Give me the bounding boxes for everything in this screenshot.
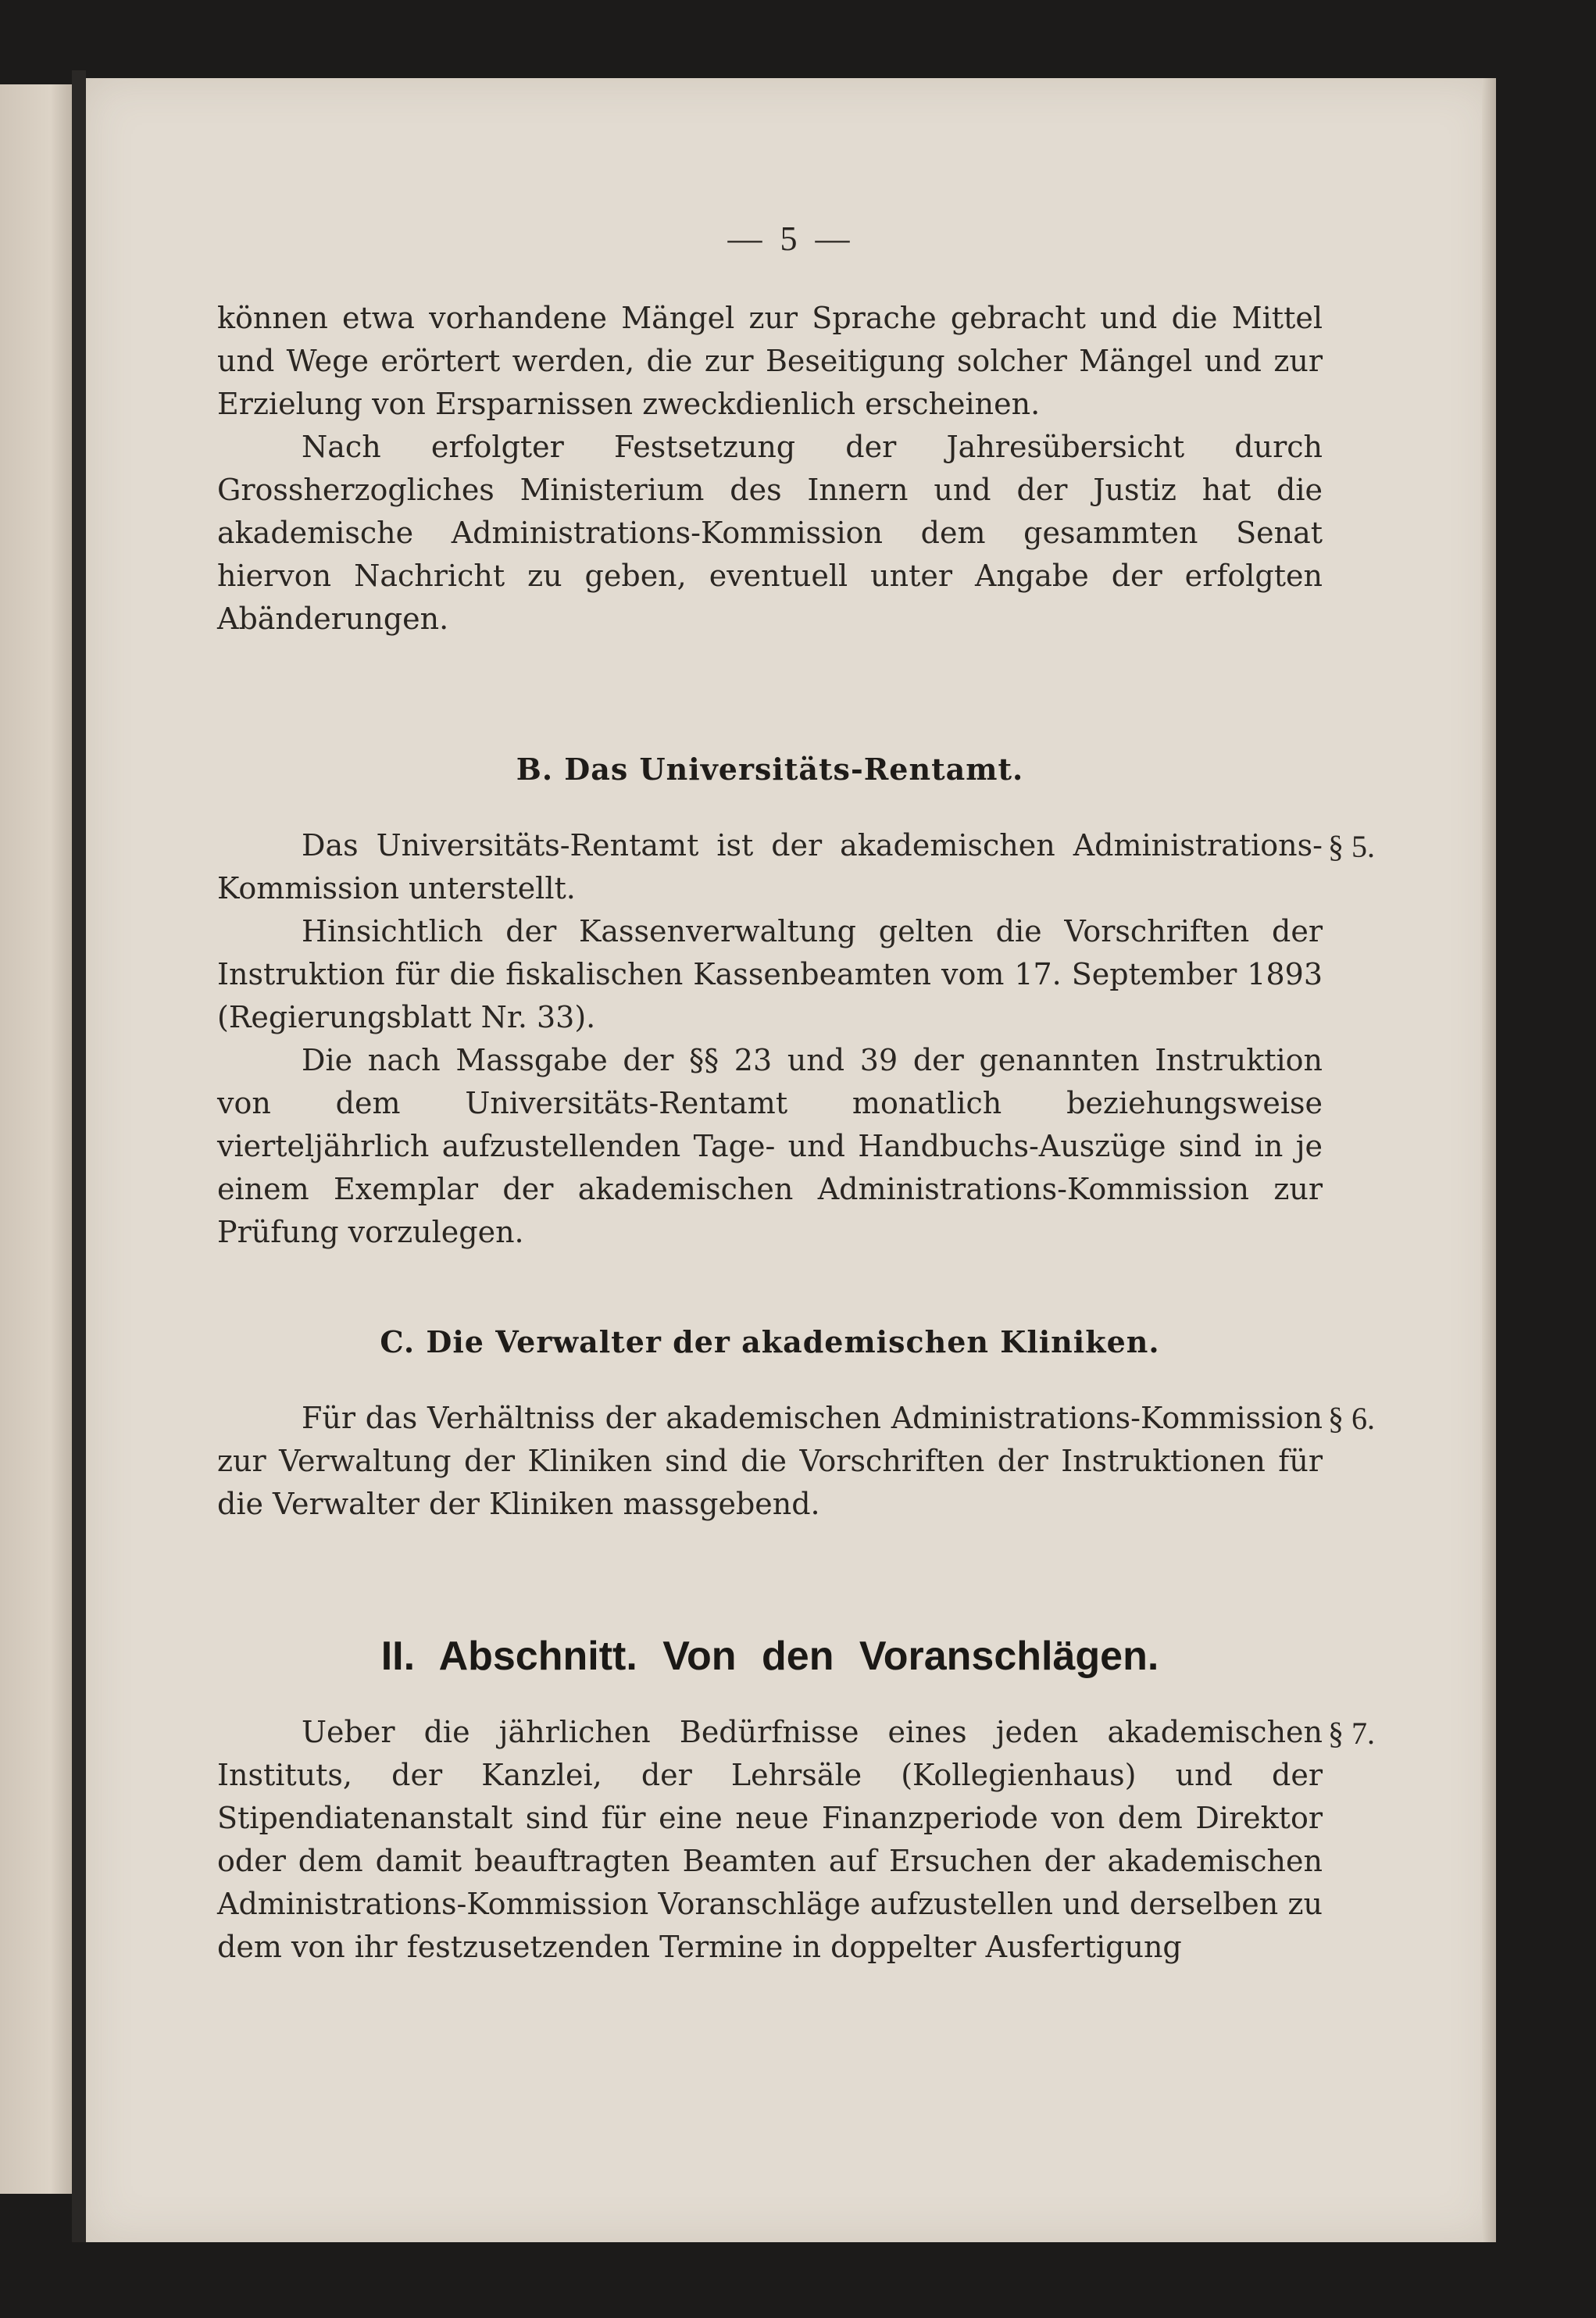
chapter-2-paragraph-note: § 7. <box>1328 1716 1375 1751</box>
section-b-paragraph-1: Das Universitäts-Rentamt ist der akademischen Administrations-Kommission unterstellt. <box>217 828 1323 905</box>
section-b-text <box>217 824 1323 1254</box>
intro-paragraph-1: können etwa vorhandene Mängel zur Sprache gebracht und die Mittel und Wege erörtert werden, die zur Beseitigung solcher Mängel und zur Erzielung von Ersparnissen zweckdienlich erscheinen. <box>217 301 1323 421</box>
section-c-text <box>217 1397 1323 1526</box>
chapter-2-paragraph-1: Ueber die jährlichen Bedürfnisse eines jeden akademischen Instituts, der Kanzlei, der Lehrsäle (Kollegienhaus) und der Stipendiatenanstalt sind für eine neue Finanzperiode von dem Direktor oder dem damit beauftragten Beamten auf Ersuchen der akademischen Administrations-Kommission Voranschläge aufzustellen und derselben zu dem von ihr festzusetzenden Termine in doppelter Ausfertigung <box>217 1715 1323 1964</box>
section-b-paragraph-note: § 5. <box>1328 829 1375 864</box>
chapter-2-heading: II. Abschnitt. Von den Voranschlägen. <box>380 1634 1159 1679</box>
section-b-heading: B. Das Universitäts-Rentamt. <box>516 752 1024 787</box>
chapter-2-text <box>217 1711 1323 1969</box>
section-b-paragraph-3: Die nach Massgabe der §§ 23 und 39 der genannten Instruktion von dem Universitäts-Rentamt monatlich beziehungsweise vierteljährlich aufzustellenden Tage- und Handbuchs-Auszüge sind in je einem Exemplar der akademischen Administrations-Kommission zur Prüfung vorzulegen. <box>217 1043 1323 1249</box>
section-c-paragraph-1: Für das Verhältniss der akademischen Administrations-Kommission zur Verwaltung der Kliniken sind die Vorschriften der Instruktionen für die Verwalter der Kliniken massgebend. <box>217 1401 1323 1521</box>
document-page <box>86 78 1496 2242</box>
book-gutter <box>72 70 86 2242</box>
section-c-heading: C. Die Verwalter der akademischen Kliniken. <box>380 1324 1160 1359</box>
section-c-paragraph-note: § 6. <box>1328 1401 1375 1436</box>
intro-text <box>217 297 1323 641</box>
page-number: — 5 — <box>727 220 855 258</box>
facing-page-edge <box>0 84 72 2194</box>
section-b-paragraph-2: Hinsichtlich der Kassenverwaltung gelten die Vorschriften der Instruktion für die fiskalischen Kassenbeamten vom 17. September 1893 (Regierungsblatt Nr. 33). <box>217 914 1323 1034</box>
page-edge-shadow <box>1482 78 1496 2242</box>
intro-paragraph-2: Nach erfolgter Festsetzung der Jahresübersicht durch Grossherzogliches Ministerium des Innern und der Justiz hat die akademische Administrations-Kommission dem gesammten Senat hiervon Nachricht zu geben, eventuell unter Angabe der erfolgten Abänderungen. <box>217 430 1323 636</box>
